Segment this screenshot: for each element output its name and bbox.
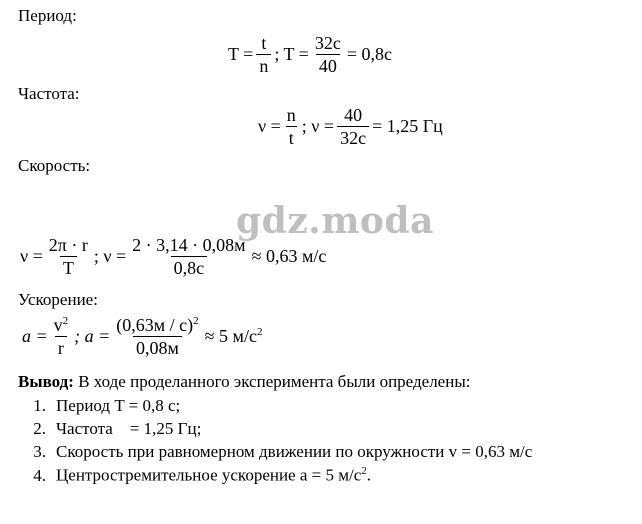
period-f2-num: 32с [314, 33, 341, 53]
acceleration-result-wrap [205, 326, 263, 347]
acceleration-f1-num: v [53, 315, 63, 335]
period-f2-den: 40 [316, 54, 340, 76]
frequency-formula [258, 106, 443, 148]
period-f1-num: t [261, 33, 267, 53]
period-heading: Период: [18, 6, 77, 25]
list-item [20, 442, 532, 465]
acceleration-formula [22, 316, 262, 358]
list-item [20, 419, 532, 442]
frequency-sep: ; ν = [301, 116, 335, 137]
speed-f1-den: T [60, 256, 77, 278]
list-item-number: 4. [33, 465, 46, 485]
speed-f2-num: 2 · 3,14 · 0,08м [132, 235, 246, 255]
period-sep: ; T = [274, 44, 309, 65]
speed-sep: ; ν = [93, 246, 127, 267]
period-fraction-2 [312, 34, 344, 76]
acceleration-f1-num-sup: 2 [62, 315, 69, 327]
list-item-number: 1. [33, 396, 46, 415]
frequency-result: = 1,25 Гц [372, 116, 443, 137]
frequency-f2-den: 32с [337, 126, 369, 148]
acceleration-result-sup: 2 [256, 326, 263, 339]
speed-f1-num: 2π · r [48, 235, 88, 255]
list-item-sup: 2 [361, 465, 367, 477]
acceleration-f1-num-wrap [51, 316, 72, 336]
speed-heading: Скорость: [18, 156, 91, 175]
period-f1-den: n [256, 54, 271, 76]
list-item-text: Период T = 0,8 с; [56, 396, 181, 415]
speed-fraction-1 [46, 236, 91, 278]
speed-formula [20, 236, 326, 278]
list-item-text: Скорость при равномерном движении по окружности v = 0,63 м/с [56, 442, 533, 461]
frequency-heading: Частота: [18, 84, 80, 103]
period-result: = 0,8с [346, 44, 392, 65]
list-item-text: Центростремительное ускорение a = 5 м/с [56, 465, 362, 485]
conclusion-list [20, 396, 532, 488]
acceleration-f1-den: r [55, 336, 67, 358]
frequency-f2-num: 40 [344, 105, 363, 125]
watermark: gdz.moda [236, 200, 434, 242]
speed-lhs: ν = [20, 246, 43, 267]
acceleration-fraction-1 [51, 316, 72, 358]
acceleration-f2-num-wrap [113, 316, 201, 336]
acceleration-result: ≈ 5 м/с [204, 326, 257, 347]
frequency-fraction-1 [284, 106, 299, 148]
list-item-number: 3. [33, 442, 46, 461]
speed-result: ≈ 0,63 м/с [251, 246, 327, 267]
frequency-f1-num: n [286, 105, 296, 125]
frequency-f1-den: t [286, 126, 297, 148]
list-item-number: 2. [33, 419, 46, 438]
period-formula [228, 34, 392, 76]
acceleration-f2-num: (0,63м / с) [116, 315, 194, 335]
period-lhs: T = [228, 44, 254, 65]
acceleration-heading: Ускорение: [18, 290, 98, 309]
frequency-lhs: ν = [258, 116, 281, 137]
acceleration-lhs: a = [22, 326, 48, 347]
conclusion-label: Вывод: [18, 372, 74, 391]
conclusion-line [18, 372, 470, 392]
period-fraction-1 [256, 34, 271, 76]
acceleration-sep: ; a = [74, 326, 111, 347]
acceleration-f2-num-sup: 2 [193, 315, 199, 327]
list-item [20, 396, 532, 419]
frequency-fraction-2 [337, 106, 369, 148]
speed-fraction-2 [129, 236, 248, 278]
list-item [20, 465, 532, 488]
acceleration-f2-den: 0,08м [133, 336, 182, 358]
list-item-tail: . [366, 465, 372, 485]
conclusion-text: В ходе проделанного эксперимента были определены: [73, 372, 471, 391]
speed-f2-den: 0,8с [171, 256, 208, 278]
acceleration-fraction-2 [113, 316, 201, 358]
list-item-text: Частота = 1,25 Гц; [56, 419, 202, 438]
